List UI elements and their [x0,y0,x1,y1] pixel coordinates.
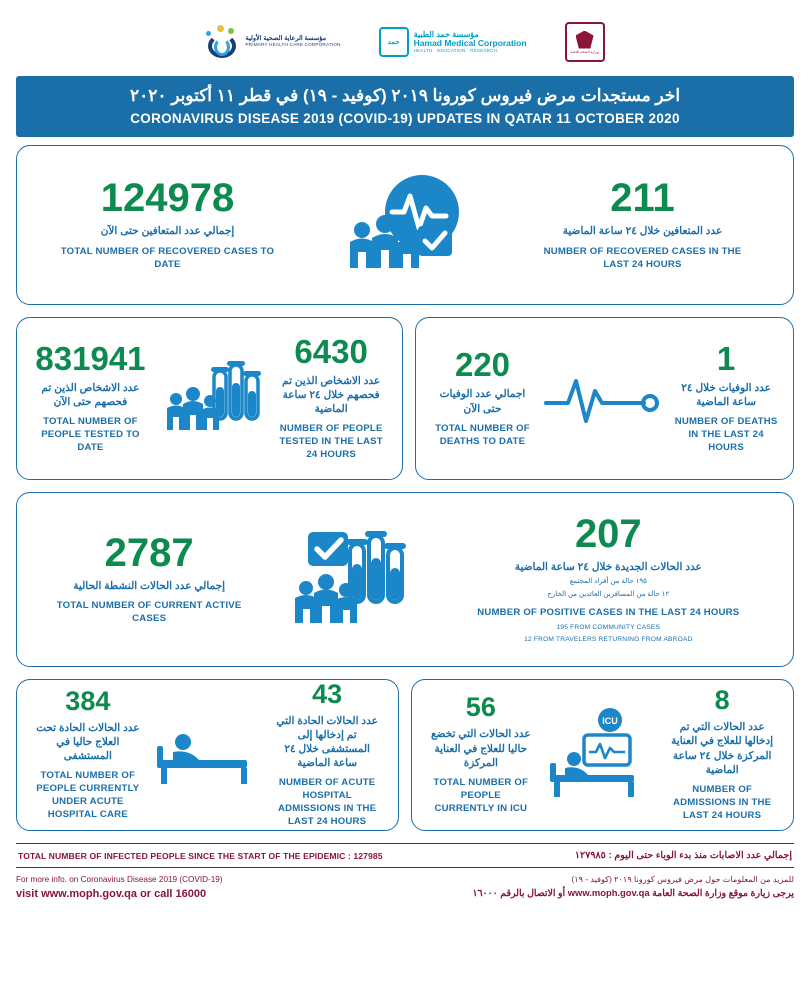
card-acute [16,679,399,831]
recovered-total-label-en: TOTAL NUMBER OF RECOVERED CASES TO DATE [60,245,275,270]
footer-more-en-line2[interactable]: visit www.moph.gov.qa or call 16000 [16,888,207,901]
footer-total-en: TOTAL NUMBER OF INFECTED PEOPLE SINCE THE START OF THE EPIDEMIC : 127985 [18,850,383,861]
icu-current-label-ar: عدد الحالات التي تخضع حاليا للعلاج في العناية المركزة [431,728,531,769]
recovered-total-label-ar: إجمالي عدد المتعافين حتى الآن [100,225,235,238]
card-tested [16,317,403,480]
new-cases-sub-en-1: 195 FROM COMMUNITY CASES [556,623,661,631]
stat-icu-current [427,694,535,815]
new-cases-sub-en-2: 12 FROM TRAVELERS RETURNING FROM ABROAD [524,636,693,644]
icu-admissions-label-ar: عدد الحالات التي تم إدخالها للعلاج في العناية المركزة خلال ٢٤ ساعة الماضية [671,721,774,776]
stat-active-total [42,530,257,626]
acute-current-label-ar: عدد الحالات الحادة تحت العلاج حاليا في المستشفى [36,721,140,763]
footer-contact [16,874,794,903]
heartbeat-people-icon [340,170,470,280]
tested-24h-label-en: NUMBER OF PEOPLE TESTED IN THE LAST 24 HOURS [279,423,383,461]
footer-total-ar: إجمالي عدد الاصابات منذ بدء الوباء حتى اليوم : ١٢٧٩٨٥ [574,850,792,861]
page-title-ar: اخر مستجدات مرض فيروس كورونا ٢٠١٩ (كوفيد - ١٩) في قطر ١١ أكتوبر ٢٠٢٠ [129,86,681,105]
hospital-bed-icon [157,724,257,786]
stat-icu-admissions-24h [666,687,778,823]
tested-24h-label-ar: عدد الاشخاص الذين تم فحصهم خلال ٢٤ ساعة الماضية [282,374,381,416]
card-recovered [16,145,794,305]
acute-admissions-label-ar: عدد الحالات الحادة التي تم إدخالها إلى المستشفى خلال ٢٤ ساعة الماضية [276,714,378,770]
title-banner [16,76,794,137]
svg-text:ICU: ICU [602,716,619,726]
recovered-24h-label-ar: عدد المتعافين خلال ٢٤ ساعة الماضية [562,225,723,238]
card-icu [411,679,794,831]
deaths-total-label-ar: اجمالي عدد الوفيات حتى الآن [439,388,526,415]
stat-new-cases-24h [448,514,768,645]
stat-deaths-24h [670,339,782,455]
deaths-24h-value: 1 [716,339,736,377]
page-title-en: CORONAVIRUS DISEASE 2019 (COVID-19) UPDATES IN QATAR 11 OCTOBER 2020 [130,111,680,126]
icu-admissions-value: 8 [714,685,730,716]
deaths-24h-label-en: NUMBER OF DEATHS IN THE LAST 24 HOURS [674,416,778,454]
card-deaths [415,317,794,480]
moph-logo [565,22,605,62]
acute-current-value: 384 [65,685,111,716]
flatline-icon [544,369,664,429]
stat-acute-admissions-24h [271,678,383,829]
phcc-name-en: PRIMARY HEALTH CARE CORPORATION [245,42,341,47]
footer-more-en-line1: For more info. on Coronavirus Disease 2019 (COVID-19) [16,875,223,884]
stat-tested-total [31,339,149,455]
hmc-logo [379,27,527,57]
new-cases-sub-ar-1: ١٩٥ حالة من أفراد المجتمع [569,578,647,586]
footer-more-ar-line2[interactable]: يرجى زيارة موقع وزارة الصحة العامة www.moph.gov.qa أو الاتصال بالرقم ١٦٠٠٠ [472,887,794,899]
card-active-new [16,492,794,667]
recovered-24h-label-en: NUMBER OF RECOVERED CASES IN THE LAST 24 HOURS [543,245,742,270]
icu-current-label-en: TOTAL NUMBER OF PEOPLE CURRENTLY IN ICU [433,776,529,814]
footer-total-bar [16,843,794,868]
icu-current-value: 56 [465,692,496,723]
stat-recovered-total [55,178,280,271]
recovered-24h-value: 211 [610,176,675,221]
moph-caption: وزارة الصحة العامة [570,49,599,54]
hmc-logo-icon [379,27,409,57]
stat-deaths-total [427,348,539,448]
acute-current-label-en: TOTAL NUMBER OF PEOPLE CURRENTLY UNDER ACUTE HOSPITAL CARE [36,770,140,821]
row-acute-icu [16,679,794,831]
new-cases-label-en: NUMBER OF POSITIVE CASES IN THE LAST 24 HOURS [477,606,740,618]
stat-recovered-24h [530,178,755,271]
acute-admissions-label-en: NUMBER OF ACUTE HOSPITAL ADMISSIONS IN THE LAST 24 HOURS [278,777,377,828]
tested-24h-value: 6430 [294,332,368,370]
phcc-name-ar: مؤسسة الرعاية الصحية الأولية [245,35,327,43]
row-recovered [16,145,794,305]
tubes-check-people-icon [290,522,415,637]
tested-total-label-en: TOTAL NUMBER OF PEOPLE TESTED TO DATE [41,416,140,454]
test-tubes-people-icon [162,353,262,445]
tested-total-value: 831941 [35,339,146,377]
stat-tested-24h [275,332,387,462]
stat-acute-current [32,685,144,822]
hmc-name-en: Hamad Medical Corporation [413,38,527,49]
active-total-label-en: TOTAL NUMBER OF CURRENT ACTIVE CASES [56,600,242,625]
deaths-total-value: 220 [454,346,511,384]
active-total-label-ar: إجمالي عدد الحالات النشطة الحالية [73,579,225,592]
row-tested-deaths [16,317,794,480]
deaths-24h-label-ar: عدد الوفيات خلال ٢٤ ساعة الماضية [681,381,771,409]
icu-admissions-label-en: NUMBER OF ADMISSIONS IN THE LAST 24 HOURS [673,783,772,821]
tested-total-label-ar: عدد الاشخاص الذين تم فحصهم حتى الآن [41,381,140,409]
moph-logo-icon [565,22,605,62]
phcc-logo-icon [205,25,239,59]
acute-admissions-value: 43 [312,678,343,709]
new-cases-label-ar: عدد الحالات الجديدة خلال ٢٤ ساعة الماضية [514,561,702,574]
hmc-name-ar: مؤسسة حمد الطبية [413,29,479,39]
logo-row [0,0,810,70]
hmc-tagline: HEALTH · EDUCATION · RESEARCH [413,47,498,53]
footer-more-ar-line1: للمزيد من المعلومات حول مرض فيروس كورونا ٢٠١٩ (كوفيد - ١٩) [571,875,794,884]
icu-bed-monitor-icon [548,707,652,803]
active-total-value: 2787 [104,530,194,575]
recovered-total-value: 124978 [100,176,235,221]
hmc-mark-text: حمد [387,39,400,46]
new-cases-sub-ar-2: ١٢ حالة من المسافرين العائدين من الخارج [547,591,670,599]
row-active-new [16,492,794,667]
stats-grid [0,137,810,831]
phcc-logo [205,25,340,59]
new-cases-value: 207 [574,512,642,557]
deaths-total-label-en: TOTAL NUMBER OF DEATHS TO DATE [435,422,530,447]
